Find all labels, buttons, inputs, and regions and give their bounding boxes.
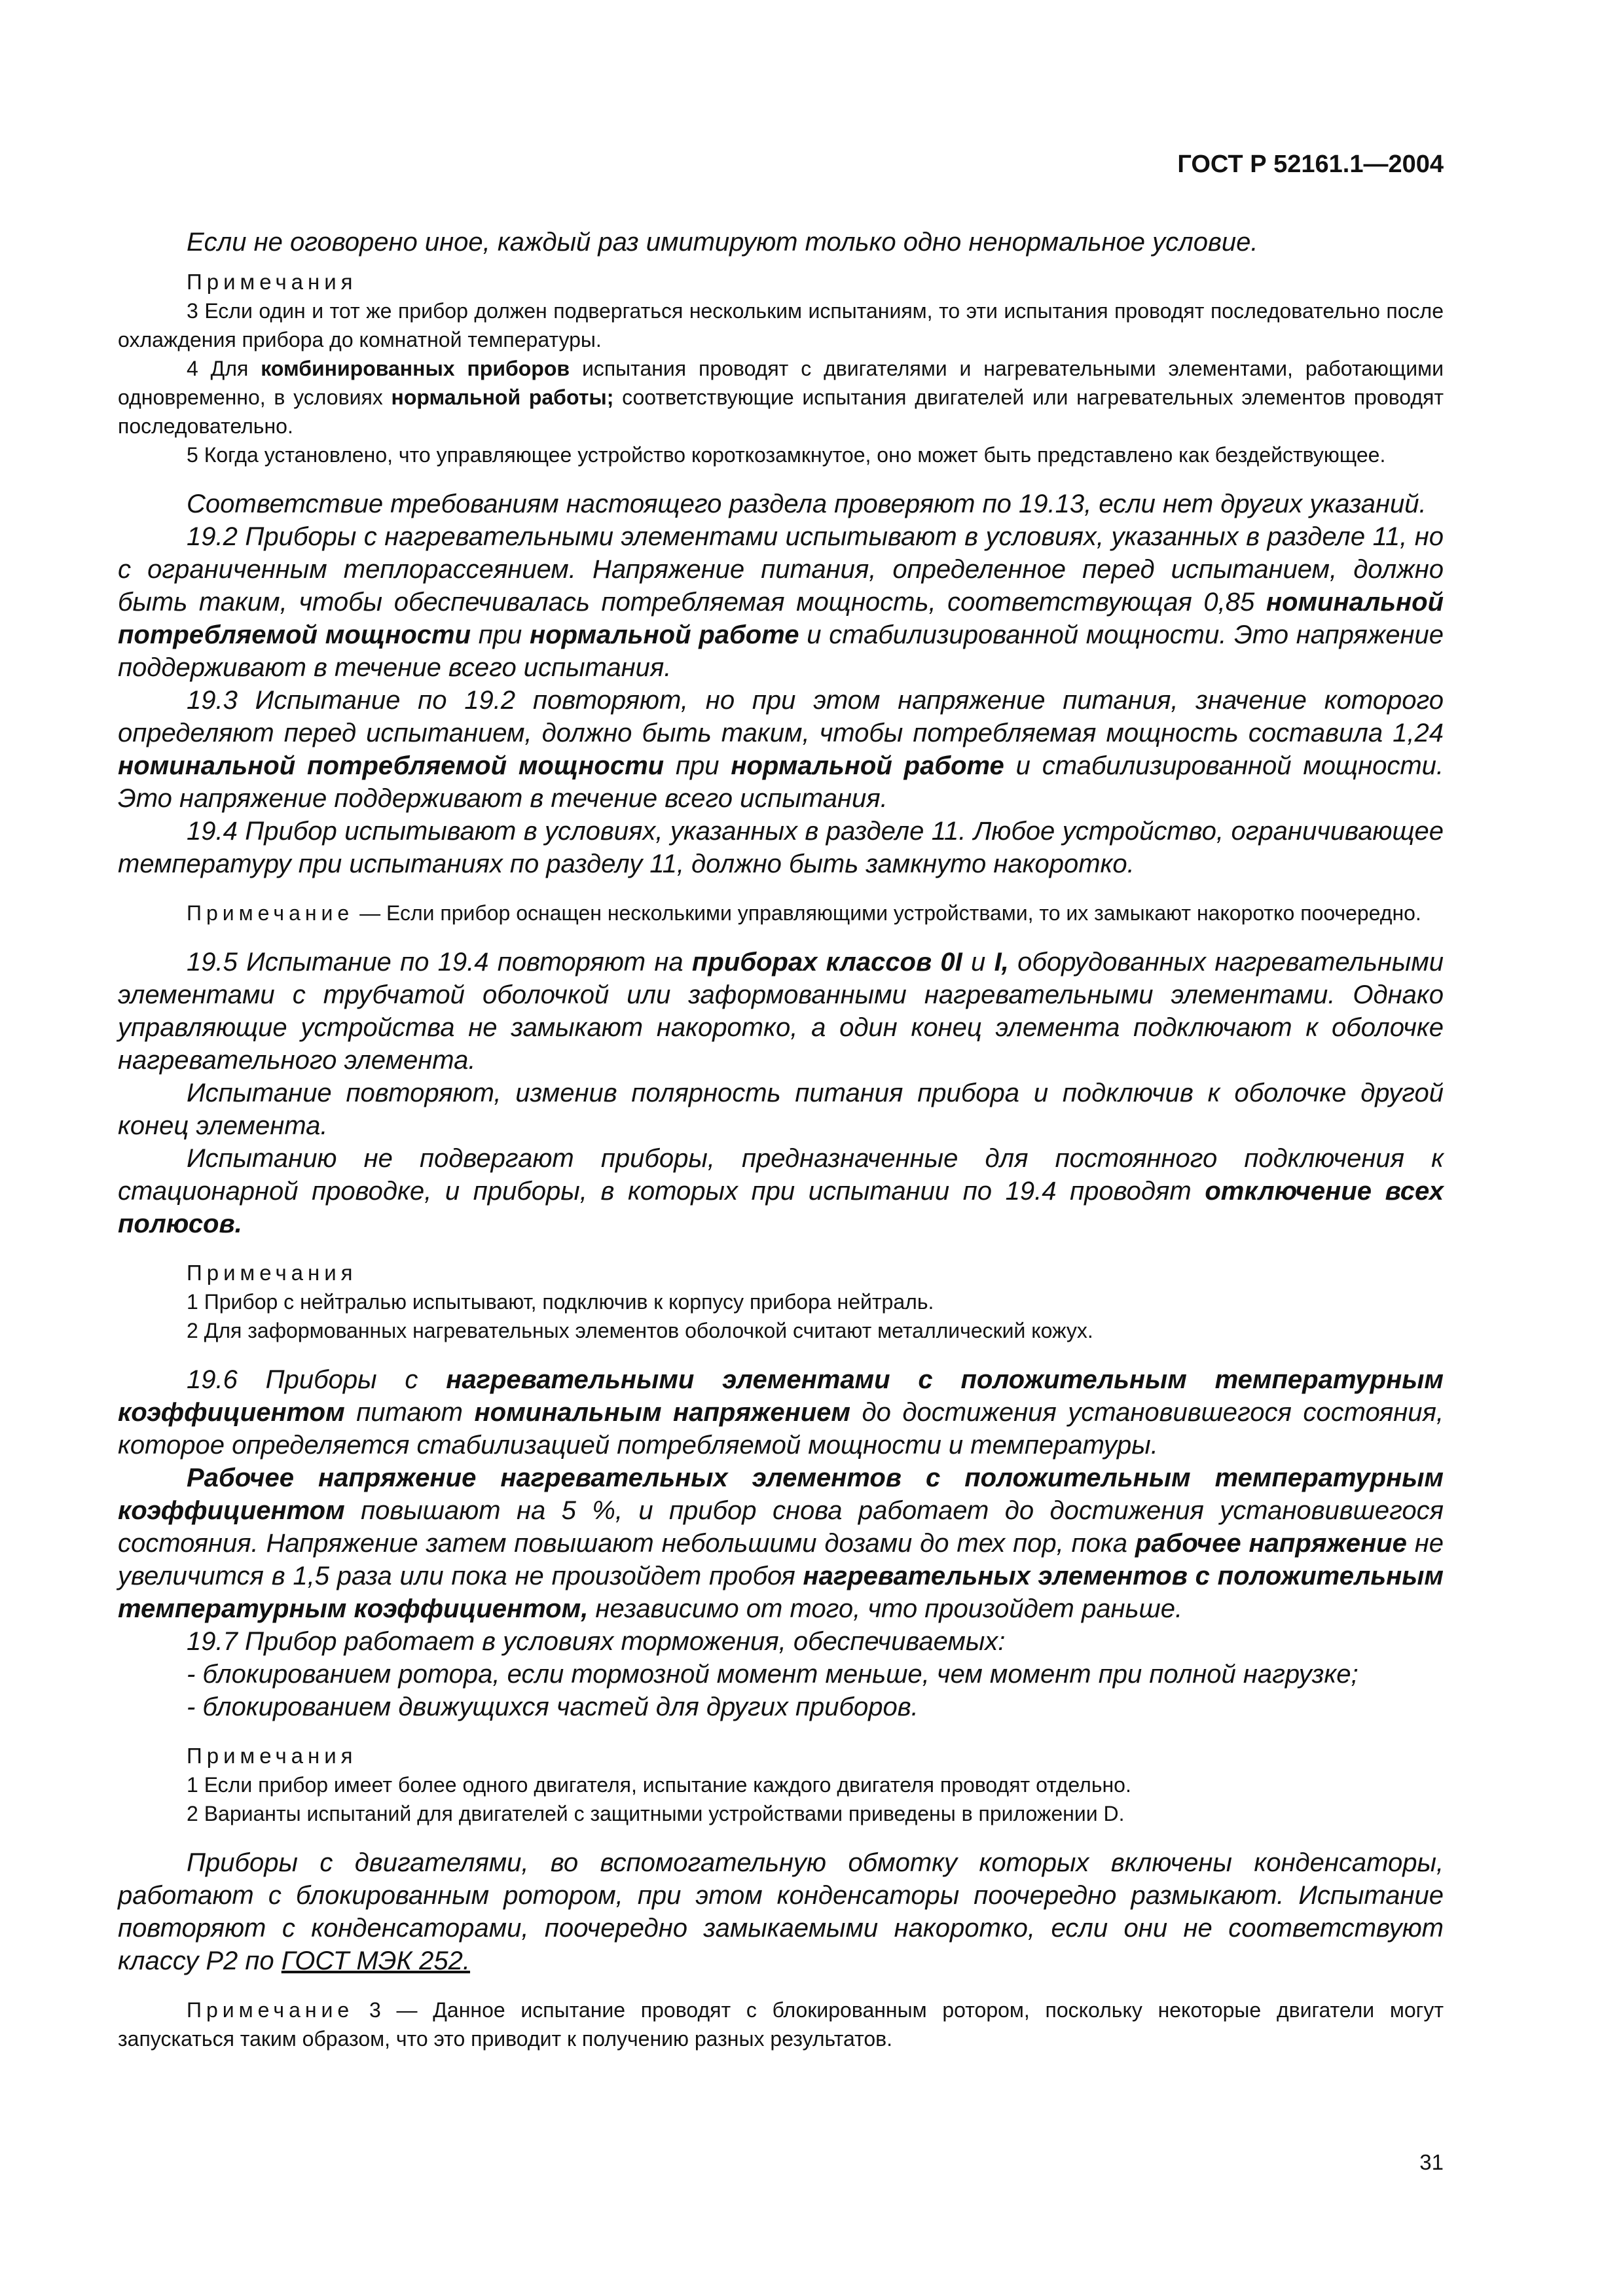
note-5: 5 Когда установлено, что управляющее устройство короткозамкнутое, оно может быть представлено как бездействующее. xyxy=(187,443,1386,467)
clause-19-6-term-working-voltage: рабочее напряжение xyxy=(1135,1529,1407,1558)
note-3-1: 1 Если прибор имеет более одного двигателя, испытание каждого двигателя проводят отдельно. xyxy=(187,1773,1131,1797)
note-19-4-text: — Если прибор оснащен несколькими управляющими устройствами, то их замыкают накоротко поочередно. xyxy=(354,901,1421,925)
note-19-4 xyxy=(118,899,1444,927)
note-3: 3 Если один и тот же прибор должен подвергаться нескольким испытаниям, то эти испытания проводят последовательно после охлаждения прибора до комнатной температуры. xyxy=(118,299,1444,351)
intro-paragraph: Если не оговорено иное, каждый раз имитируют только одно ненормальное условие. xyxy=(187,228,1258,257)
clause-19-3-term-b: нормальной работе xyxy=(731,751,1004,780)
notes-heading-3: Примечания xyxy=(187,1744,357,1768)
clause-19-7-item-rotor: - блокированием ротора, если тормозной момент меньше, чем момент при полной нагрузке; xyxy=(187,1660,1359,1689)
note-2-2: 2 Для заформованных нагревательных элементов оболочкой считают металлический кожух. xyxy=(187,1319,1093,1342)
page-content xyxy=(118,226,1444,2053)
clause-19-7-item-moving-parts: - блокированием движущихся частей для других приборов. xyxy=(187,1693,919,1721)
clause-19-3 xyxy=(118,684,1444,815)
note-final xyxy=(118,1996,1444,2053)
compliance-paragraph: Соответствие требованиям настоящего раздела проверяют по 19.13, если нет других указаний. xyxy=(187,490,1427,518)
clause-19-5-text-c: и xyxy=(962,948,994,977)
clause-19-6-text-b: повышают на 5 %, и прибор снова работает до достижения установившегося состояния. Напряжение затем повышают небольшими дозами до тех пор, пока xyxy=(118,1496,1444,1558)
clause-19-5-exclusion xyxy=(118,1142,1444,1240)
note-4-term-combined: комбинированных приборов xyxy=(261,357,570,380)
clause-19-6-text-f: независимо от того, что произойдет раньше. xyxy=(588,1594,1183,1623)
document-id: ГОСТ Р 52161.1—2004 xyxy=(1177,151,1444,178)
clause-19-6-text-e: до достижения установившегося состояния, которое определяется стабилизацией потребляемой мощности и температуры. xyxy=(118,1398,1444,1460)
note-4-text-a: 4 Для xyxy=(187,357,261,380)
clause-19-5-term-class-i: I, xyxy=(994,948,1009,977)
note-4-text-c: испытания проводят с двигателями и нагревательными элементами, работающими одновременно, в условиях xyxy=(118,357,1444,409)
note-final-label: Примечание xyxy=(187,1998,354,2022)
clause-19-3-text-e: и стабилизированной мощности. Это напряжение поддерживают в течение всего испытания. xyxy=(118,751,1444,813)
note-4-text-e: соответствующие испытания двигателей или нагревательных элементов проводят последовательно. xyxy=(118,386,1444,438)
clause-19-6-text-a: 19.6 Приборы с xyxy=(187,1365,447,1394)
clause-19-5-exclusion-text: Испытанию не подвергают приборы, предназначенные для постоянного подключения к стационарной проводке, и приборы, в которых при испытании по 19.4 проводят xyxy=(118,1144,1444,1206)
clause-19-3-text-c: при xyxy=(664,751,731,780)
clause-19-5-text-a: 19.5 Испытание по 19.4 повторяют на xyxy=(187,948,692,977)
note-label: Примечание xyxy=(187,901,354,925)
clause-19-5-text-e: оборудованных нагревательными элементами с трубчатой оболочкой или заформованными нагревательными элементами. Однако управляющие устройства не замыкают накоротко, а один конец элемента подключают к оболочке нагревательного элемента. xyxy=(118,948,1444,1075)
clause-19-6-text-d: не увеличится в 1,5 раза или пока не произойдет пробоя xyxy=(118,1529,1444,1590)
note-2-1: 1 Прибор с нейтралью испытывают, подключив к корпусу прибора нейтраль. xyxy=(187,1290,934,1314)
notes-heading-1: Примечания xyxy=(187,270,357,294)
capacitor-paragraph xyxy=(118,1846,1444,1977)
clause-19-5-repeat: Испытание повторяют, изменив полярность питания прибора и подключив к оболочке другой конец элемента. xyxy=(118,1079,1444,1140)
clause-19-2-text-c: при xyxy=(471,620,530,649)
note-final-text: 3 — Данное испытание проводят с блокированным ротором, поскольку некоторые двигатели могут запускаться таким образом, что это приводит к получению разных результатов. xyxy=(118,1998,1444,2051)
clause-19-3-text-a: 19.3 Испытание по 19.2 повторяют, но при этом напряжение питания, значение которого определяют перед испытанием, должно быть таким, чтобы потребляемая мощность составила 1,24 xyxy=(118,686,1444,747)
clause-19-5-term-all-pole: отключение всех полюсов. xyxy=(118,1177,1444,1238)
clause-19-2-text-e: и стабилизированной мощности. Это напряжение поддерживают в течение всего испытания. xyxy=(118,620,1444,682)
note-4 xyxy=(118,354,1444,440)
clause-19-6-text-c: питают xyxy=(344,1398,475,1427)
clause-19-2 xyxy=(118,520,1444,684)
notes-heading-2: Примечания xyxy=(187,1261,357,1285)
note-3-2: 2 Варианты испытаний для двигателей с защитными устройствами приведены в приложении D. xyxy=(187,1802,1125,1825)
clause-19-6-term-rated-voltage: номинальным напряжением xyxy=(474,1398,851,1427)
clause-19-2-text-a: 19.2 Приборы с нагревательными элементами испытывают в условиях, указанных в разделе 11, но с ограниченным теплорассеянием. Напряжение питания, определенное перед испытанием, должно быть таким, чтобы обеспечивалась потребляемая мощность, соответствующая 0,85 xyxy=(118,522,1444,617)
clause-19-4: 19.4 Прибор испытывают в условиях, указанных в разделе 11. Любое устройство, ограничивающее температуру при испытаниях по разделу 11, должно быть замкнуто накоротко. xyxy=(118,817,1444,878)
note-4-term-normal: нормальной работы; xyxy=(391,386,614,409)
page-number: 31 xyxy=(1419,2150,1444,2174)
clause-19-6-term-ptc: нагревательными элементами с положительным температурным коэффициентом xyxy=(118,1365,1444,1427)
clause-19-6 xyxy=(118,1363,1444,1462)
capacitor-text: Приборы с двигателями, во вспомогательную обмотку которых включены конденсаторы, работают с блокированным ротором, при этом конденсаторы поочередно размыкают. Испытание повторяют с конденсаторами, поочередно замыкаемыми накоротко, если они не соответствуют классу Р2 по xyxy=(118,1848,1444,1975)
clause-19-3-term-a: номинальной потребляемой мощности xyxy=(118,751,665,780)
clause-19-6-term-ptc-elements: нагревательных элементов с положительным температурным коэффициентом, xyxy=(118,1562,1444,1623)
clause-19-7: 19.7 Прибор работает в условиях торможения, обеспечиваемых: xyxy=(187,1627,1006,1656)
clause-19-6-working-voltage xyxy=(118,1462,1444,1625)
clause-19-2-term-b: нормальной работе xyxy=(530,620,799,649)
clause-19-6-term-working-voltage-ptc: Рабочее напряжение нагревательных элементов с положительным температурным коэффициентом xyxy=(118,1463,1444,1525)
clause-19-5 xyxy=(118,946,1444,1077)
clause-19-5-term-class-0i: приборах классов 0I xyxy=(691,948,962,977)
clause-19-2-term-a: номинальной потребляемой мощности xyxy=(118,588,1444,649)
standard-reference-link[interactable]: ГОСТ МЭК 252. xyxy=(281,1946,471,1975)
